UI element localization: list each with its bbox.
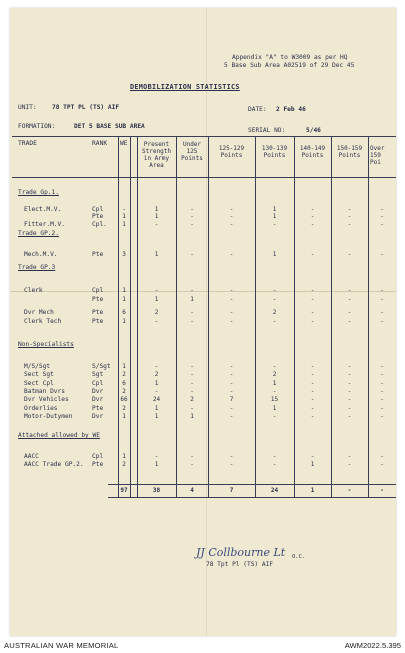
- row-cell-c159: -: [380, 388, 384, 395]
- totals-top-rule: [108, 484, 396, 485]
- row-cell-c150: -: [347, 251, 352, 258]
- unit-label: UNIT:: [18, 104, 37, 111]
- section-heading-gp3: Trade GP.3: [18, 264, 56, 271]
- row-cell-we: 1: [122, 221, 126, 228]
- total-150-159: -: [347, 487, 352, 494]
- footer-institution: AUSTRALIAN WAR MEMORIAL: [4, 641, 119, 650]
- total-130-139: 24: [270, 487, 279, 494]
- row-cell-under: -: [190, 461, 194, 468]
- col-header-rank: RANK: [92, 140, 108, 147]
- date-label: DATE:: [248, 106, 267, 113]
- row-cell-under: -: [190, 371, 194, 378]
- total-140-149: 1: [310, 487, 315, 494]
- row-cell-under: -: [190, 287, 194, 294]
- col-rule-159-left: [368, 136, 369, 498]
- row-cell-c130: -: [272, 453, 277, 460]
- row-cell-c150: -: [347, 453, 352, 460]
- row-cell-c125: -: [229, 388, 234, 395]
- date-value: 2 Feb 46: [276, 106, 306, 113]
- row-cell-under: -: [190, 388, 194, 395]
- row-cell-c125: -: [229, 461, 234, 468]
- row-cell-we: 2: [122, 371, 126, 378]
- row-cell-we: 1: [122, 213, 126, 220]
- row-cell-c150: -: [347, 396, 352, 403]
- col-header-trade: TRADE: [18, 140, 37, 147]
- row-cell-c159: -: [380, 405, 384, 412]
- signature-unit-line: 78 Tpt Pl (TS) AIF: [206, 561, 274, 568]
- row-cell-c159: -: [380, 296, 384, 303]
- row-rank: Dvr: [92, 396, 104, 403]
- row-cell-c125: -: [229, 413, 234, 420]
- row-trade: Dvr Mech: [24, 309, 54, 316]
- row-cell-c140: -: [310, 396, 315, 403]
- row-rank: Dvr: [92, 388, 104, 395]
- document-title: DEMOBILIZATION STATISTICS: [130, 83, 240, 91]
- row-rank: Pte: [92, 213, 104, 220]
- row-cell-present: 1: [154, 206, 159, 213]
- row-cell-c159: -: [380, 287, 384, 294]
- row-cell-c140: -: [310, 287, 315, 294]
- row-cell-present: 1: [154, 405, 159, 412]
- row-cell-under: 1: [190, 296, 194, 303]
- row-cell-c125: -: [229, 251, 234, 258]
- row-cell-c150: -: [347, 413, 352, 420]
- row-cell-c140: -: [310, 363, 315, 370]
- row-cell-c125: -: [229, 309, 234, 316]
- row-cell-c159: -: [380, 309, 384, 316]
- row-cell-c150: -: [347, 296, 352, 303]
- row-cell-present: -: [154, 318, 159, 325]
- row-cell-c125: -: [229, 371, 234, 378]
- row-cell-we: 1: [122, 363, 126, 370]
- row-trade: M/S/Sgt: [24, 363, 51, 370]
- row-cell-c130: -: [272, 413, 277, 420]
- col-rule-125-left: [208, 136, 209, 498]
- row-cell-c150: -: [347, 405, 352, 412]
- col-rule-150-left: [331, 136, 332, 498]
- row-rank: Cpl: [92, 287, 104, 294]
- row-cell-we: 1: [122, 413, 126, 420]
- row-cell-c140: -: [310, 221, 315, 228]
- row-cell-c140: -: [310, 405, 315, 412]
- row-cell-present: 24: [152, 396, 161, 403]
- row-trade: AACC Trade GP.2.: [24, 461, 84, 468]
- row-trade: Sect Cpl: [24, 380, 54, 387]
- row-cell-c125: -: [229, 221, 234, 228]
- row-rank: Cpl.: [92, 221, 107, 228]
- row-cell-c130: 1: [272, 213, 277, 220]
- col-header-present: Present Strength in Army Area: [142, 141, 171, 169]
- row-cell-present: 2: [154, 309, 159, 316]
- row-cell-c140: -: [310, 309, 315, 316]
- row-cell-under: -: [190, 206, 194, 213]
- table-top-rule: [12, 136, 396, 137]
- row-cell-we: 2: [122, 461, 126, 468]
- row-trade: Clerk Tech: [24, 318, 62, 325]
- col-header-140-149: 140-149 Points: [299, 145, 326, 159]
- col-header-150-159: 150-159 Points: [336, 145, 363, 159]
- row-cell-c125: -: [229, 363, 234, 370]
- row-cell-c140: -: [310, 251, 315, 258]
- row-trade: Motor-Dutymen: [24, 413, 73, 420]
- row-cell-present: 2: [154, 371, 159, 378]
- row-rank: Pte: [92, 309, 104, 316]
- row-cell-c130: -: [272, 287, 277, 294]
- signature-oc: O.C.: [292, 554, 306, 560]
- row-cell-we: 2: [122, 388, 126, 395]
- document-sheet: [10, 8, 396, 636]
- row-cell-present: 1: [154, 296, 159, 303]
- row-cell-c140: -: [310, 453, 315, 460]
- row-rank: Cpl: [92, 380, 104, 387]
- row-cell-c159: -: [380, 363, 384, 370]
- row-cell-c140: 1: [310, 461, 315, 468]
- row-rank: Pte: [92, 296, 104, 303]
- row-trade: Elect.M.V.: [24, 206, 62, 213]
- row-cell-present: -: [154, 221, 159, 228]
- row-rank: Sgt: [92, 371, 104, 378]
- row-cell-c150: -: [347, 388, 352, 395]
- row-cell-we: 3: [122, 251, 126, 258]
- section-heading-non-specialists: Non-Specialists: [18, 341, 74, 348]
- row-cell-c140: -: [310, 371, 315, 378]
- row-cell-c130: 1: [272, 380, 277, 387]
- row-cell-c150: -: [347, 309, 352, 316]
- row-cell-we: 1: [122, 296, 126, 303]
- row-rank: Pte: [92, 251, 104, 258]
- row-cell-c159: -: [380, 453, 384, 460]
- row-cell-present: 1: [154, 380, 159, 387]
- row-cell-present: 1: [154, 213, 159, 220]
- row-cell-c130: 1: [272, 405, 277, 412]
- serial-label: SERIAL NO:: [248, 127, 286, 134]
- row-cell-c130: 15: [270, 396, 279, 403]
- row-cell-under: -: [190, 221, 194, 228]
- row-cell-under: -: [190, 213, 194, 220]
- row-trade: Orderlies: [24, 405, 58, 412]
- formation-value: DET 5 BASE SUB AREA: [74, 123, 145, 130]
- row-cell-we: 1: [122, 287, 126, 294]
- row-cell-c140: -: [310, 206, 315, 213]
- col-rule-140-left: [294, 136, 295, 498]
- totals-bottom-rule: [108, 497, 396, 498]
- row-cell-present: -: [154, 453, 159, 460]
- row-cell-c130: 1: [272, 251, 277, 258]
- row-cell-under: 2: [190, 396, 194, 403]
- row-cell-c125: -: [229, 296, 234, 303]
- row-rank: S/Sgt: [92, 363, 111, 370]
- row-cell-under: -: [190, 453, 194, 460]
- row-trade: Sect Sgt: [24, 371, 54, 378]
- row-cell-under: -: [190, 380, 194, 387]
- row-cell-c130: 1: [272, 206, 277, 213]
- row-trade: AACC: [24, 453, 39, 460]
- row-cell-we: 1: [122, 318, 126, 325]
- row-cell-c150: -: [347, 287, 352, 294]
- row-trade: Mech.M.V.: [24, 251, 58, 258]
- row-cell-c159: -: [380, 318, 384, 325]
- total-over-159: -: [380, 487, 384, 494]
- row-trade: Fitter.M.V.: [24, 221, 65, 228]
- archive-footer: [0, 638, 405, 653]
- row-cell-c140: -: [310, 213, 315, 220]
- row-cell-c125: 7: [229, 396, 234, 403]
- row-cell-we: 6: [122, 380, 126, 387]
- row-rank: Cpl: [92, 453, 104, 460]
- row-cell-present: -: [154, 388, 159, 395]
- row-rank: Pte: [92, 405, 104, 412]
- row-cell-c159: -: [380, 413, 384, 420]
- row-cell-we: 66: [120, 396, 128, 403]
- row-cell-c150: -: [347, 318, 352, 325]
- row-cell-c159: -: [380, 461, 384, 468]
- row-cell-c159: -: [380, 396, 384, 403]
- row-cell-c125: -: [229, 453, 234, 460]
- serial-value: 5/46: [306, 127, 321, 134]
- col-header-125-129: 125-129 Points: [218, 145, 245, 159]
- unit-value: 78 TPT PL (TS) AIF: [52, 104, 120, 111]
- row-rank: Pte: [92, 318, 104, 325]
- row-cell-c150: -: [347, 461, 352, 468]
- col-header-over-159: Over 159 Poi: [370, 145, 385, 166]
- row-cell-c130: -: [272, 461, 277, 468]
- row-cell-present: 1: [154, 251, 159, 258]
- row-cell-c125: -: [229, 318, 234, 325]
- row-cell-c159: -: [380, 213, 384, 220]
- row-cell-present: -: [154, 287, 159, 294]
- col-header-130-139: 130-139 Points: [261, 145, 288, 159]
- row-trade: Clerk: [24, 287, 43, 294]
- row-cell-c125: -: [229, 380, 234, 387]
- row-cell-c130: -: [272, 221, 277, 228]
- col-header-under-125: Under 125 Points: [181, 141, 203, 162]
- col-header-we: WE: [120, 140, 128, 147]
- row-cell-c140: -: [310, 318, 315, 325]
- row-cell-c130: -: [272, 363, 277, 370]
- row-cell-c125: -: [229, 206, 234, 213]
- row-cell-c140: -: [310, 388, 315, 395]
- formation-label: FORMATION:: [18, 123, 56, 130]
- col-rule-present-left: [137, 136, 138, 498]
- row-cell-under: -: [190, 309, 194, 316]
- row-cell-we: 1: [122, 453, 126, 460]
- row-cell-c130: 2: [272, 309, 277, 316]
- row-cell-c125: -: [229, 213, 234, 220]
- signature-scrawl: JJ Collbourne Lt: [196, 546, 286, 559]
- row-cell-present: -: [154, 363, 159, 370]
- row-rank: Cpl: [92, 206, 104, 213]
- row-cell-present: 1: [154, 461, 159, 468]
- row-cell-c150: -: [347, 221, 352, 228]
- row-cell-c150: -: [347, 213, 352, 220]
- row-rank: Pte: [92, 461, 104, 468]
- row-cell-we: 6: [122, 309, 126, 316]
- row-cell-c159: -: [380, 206, 384, 213]
- row-cell-c159: -: [380, 251, 384, 258]
- row-cell-c150: -: [347, 371, 352, 378]
- row-cell-present: 1: [154, 413, 159, 420]
- row-rank: Dvr: [92, 413, 104, 420]
- row-cell-c125: -: [229, 405, 234, 412]
- row-cell-c140: -: [310, 413, 315, 420]
- total-under-125: 4: [190, 487, 194, 494]
- row-cell-c125: -: [229, 287, 234, 294]
- total-125-129: 7: [229, 487, 234, 494]
- row-cell-under: -: [190, 363, 194, 370]
- row-cell-c140: -: [310, 296, 315, 303]
- row-cell-c130: -: [272, 318, 277, 325]
- total-we: 97: [120, 487, 128, 494]
- appendix-line-2: 5 Base Sub Area A02519 of 29 Dec 45: [224, 62, 355, 69]
- row-cell-c150: -: [347, 363, 352, 370]
- footer-accession-number: AWM2022.5.395: [344, 641, 401, 650]
- col-rule-130-left: [255, 136, 256, 498]
- row-cell-c159: -: [380, 221, 384, 228]
- row-cell-c130: -: [272, 296, 277, 303]
- row-cell-under: 1: [190, 413, 194, 420]
- section-heading-attached: Attached allowed by WE: [18, 432, 100, 439]
- row-cell-c140: -: [310, 380, 315, 387]
- header-bottom-rule: [12, 177, 396, 178]
- appendix-line-1: Appendix "A" to W3009 as per HQ: [232, 54, 348, 61]
- col-rule-we-left: [118, 136, 119, 498]
- row-cell-c150: -: [347, 206, 352, 213]
- row-cell-c130: 2: [272, 371, 277, 378]
- row-cell-under: -: [190, 251, 194, 258]
- row-cell-under: -: [190, 318, 194, 325]
- row-cell-c159: -: [380, 371, 384, 378]
- col-rule-under-left: [176, 136, 177, 498]
- total-present: 38: [152, 487, 161, 494]
- section-heading-gp1: Trade Gp.1.: [18, 189, 59, 196]
- row-cell-c150: -: [347, 380, 352, 387]
- section-heading-gp2: Trade GP.2.: [18, 230, 59, 237]
- row-cell-we: 2: [122, 405, 126, 412]
- row-trade: Dvr Vehicles: [24, 396, 69, 403]
- row-cell-c159: -: [380, 380, 384, 387]
- row-cell-under: -: [190, 405, 194, 412]
- row-trade: Batman Dvrs: [24, 388, 65, 395]
- row-cell-c130: -: [272, 388, 277, 395]
- row-cell-we: -: [122, 206, 126, 213]
- col-rule-we-right: [130, 136, 131, 498]
